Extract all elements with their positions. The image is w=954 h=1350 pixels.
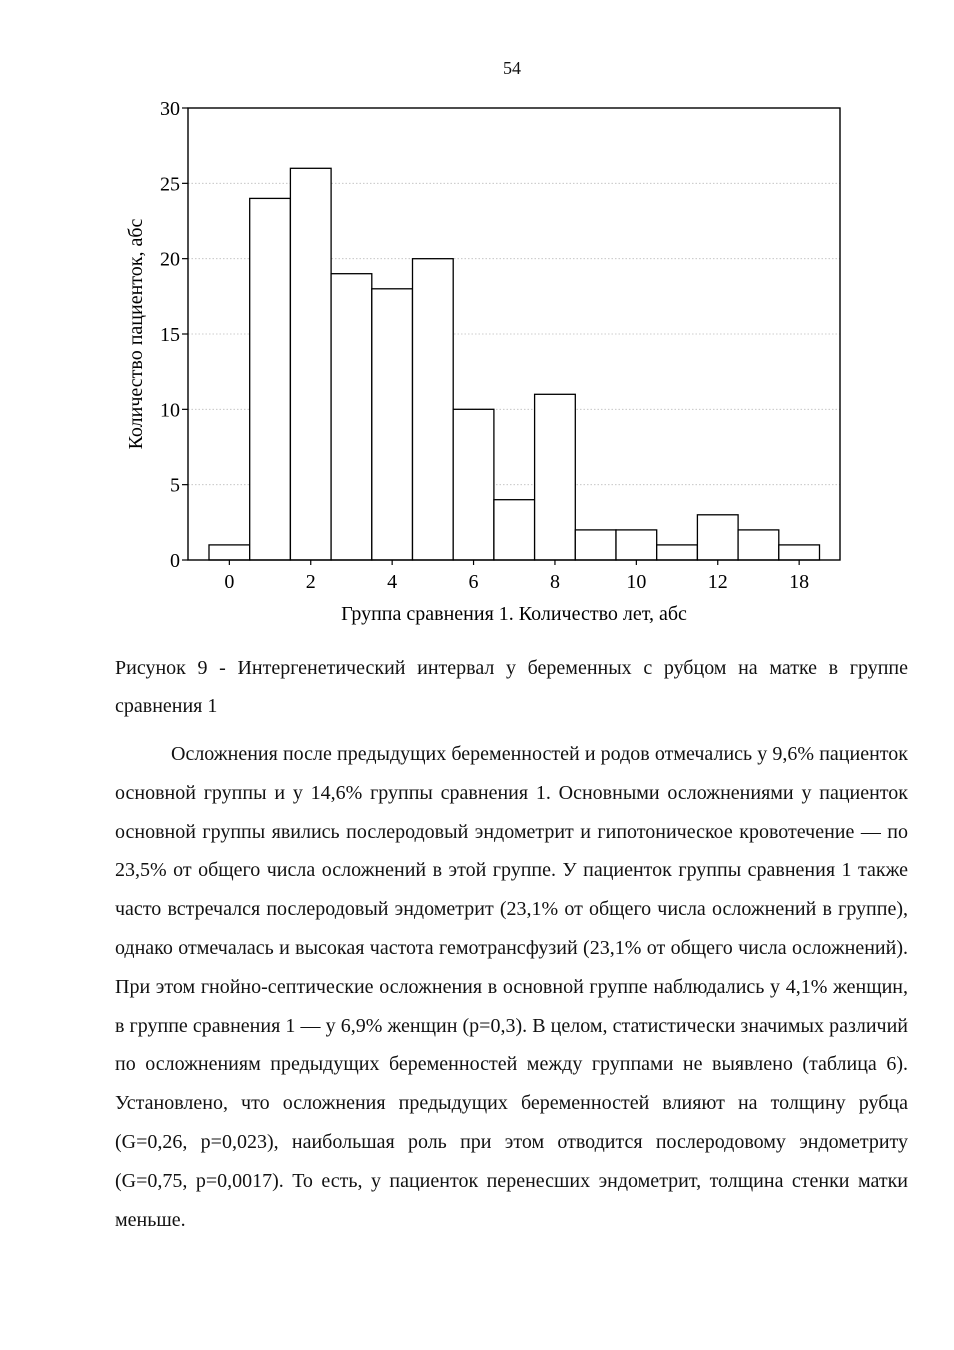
histogram-bar xyxy=(697,515,738,560)
bars xyxy=(209,168,820,560)
x-tick-label: 4 xyxy=(387,571,398,593)
y-axis-label: Количество пациенток, абс xyxy=(125,218,147,450)
histogram-bar xyxy=(738,530,779,560)
x-tick-label: 8 xyxy=(549,571,560,593)
histogram-bar xyxy=(657,545,698,560)
x-axis-ticks xyxy=(224,560,809,593)
histogram-chart xyxy=(0,0,954,640)
y-tick-label: 25 xyxy=(160,173,180,196)
x-tick-label: 10 xyxy=(626,571,647,593)
histogram-bar xyxy=(331,274,372,560)
y-tick-label: 20 xyxy=(160,248,180,271)
y-tick-label: 15 xyxy=(160,324,180,346)
histogram-bar xyxy=(209,545,250,560)
x-tick-label: 18 xyxy=(789,571,810,593)
body-paragraph: Осложнения после предыдущих беременностей и родов отмечались у 9,6% пациенток основной группы и у 14,6% группы сравнения 1. Основными осложнениями у пациенток основной группы явились послеродовый эндометрит и гипотоническое кровотечение — по 23,5% от общего числа осложнений в этой группе. У пациенток группы сравнения 1 также часто встречался послеродовый эндометрит (23,1% от общего числа осложнений в группе), однако отмечалась и высокая частота гемотрансфузий (23,1% от общего числа осложнений). При этом гнойно-септические осложнения в основной группе наблюдались у 4,1% женщин, в группе сравнения 1 — у 6,9% женщин (p=0,3). В целом, статистически значимых различий по осложнениям предыдущих беременностей между группами не выявлено (таблица 6). Установлено, что осложнения предыдущих беременностей влияют на толщину рубца (G=0,26, p=0,023), наибольшая роль при этом отводится послеродовому эндометриту (G=0,75, p=0,0017). То есть, у пациенток перенесших эндометрит, толщина стенки матки меньше. xyxy=(115,743,908,1231)
y-tick-label: 0 xyxy=(170,550,180,572)
histogram-bar xyxy=(575,530,616,560)
histogram-bar xyxy=(535,394,576,560)
histogram-bar xyxy=(453,409,494,560)
histogram-bar xyxy=(250,198,291,560)
figure-caption: Рисунок 9 - Интергенетический интервал у беременных с рубцом на матке в группе сравнения 1 xyxy=(115,657,908,717)
histogram-bar xyxy=(290,168,331,560)
histogram-bar xyxy=(494,500,535,560)
y-axis-ticks xyxy=(160,98,188,572)
y-tick-label: 5 xyxy=(170,474,180,497)
x-tick-label: 6 xyxy=(468,571,479,593)
histogram-bar xyxy=(616,530,657,560)
y-tick-label: 10 xyxy=(160,399,180,422)
histogram-bar xyxy=(413,259,454,560)
x-tick-label: 2 xyxy=(305,571,316,593)
x-tick-label: 0 xyxy=(224,571,235,593)
histogram-bar xyxy=(779,545,820,560)
page-number: 54 xyxy=(503,58,521,78)
y-tick-label: 30 xyxy=(160,98,180,120)
x-axis-label: Группа сравнения 1. Количество лет, абс xyxy=(341,603,687,625)
histogram-bar xyxy=(372,289,413,560)
x-tick-label: 12 xyxy=(707,571,728,593)
